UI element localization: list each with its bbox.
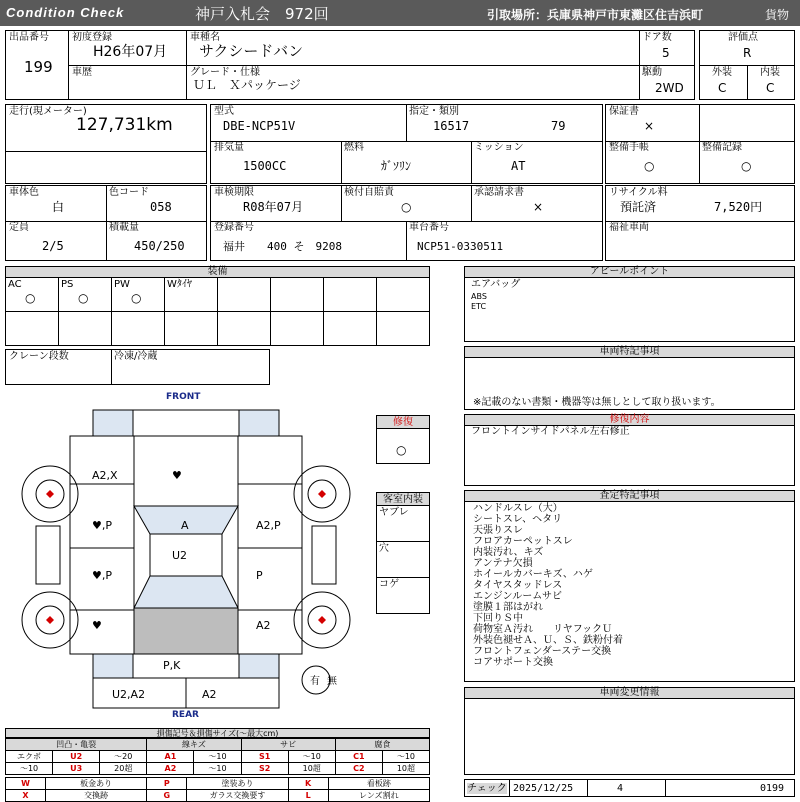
divider: [341, 186, 342, 221]
damage-mark: P: [256, 569, 263, 582]
divider: [377, 577, 429, 578]
cabin-item: 穴: [379, 543, 389, 554]
legend-header: 腐食: [335, 739, 429, 751]
cabin-block: [376, 492, 430, 614]
condition-check-title: Condition Check: [6, 5, 125, 20]
warranty: ×: [644, 119, 655, 133]
equipment-slot: [376, 277, 430, 312]
lot-number-cell: [5, 30, 69, 100]
welfare-label: 福祉車両: [609, 222, 649, 233]
legend-code: C2: [335, 763, 382, 775]
legend-code: U2: [53, 751, 100, 763]
divider: [6, 221, 206, 222]
legend-code: S1: [241, 751, 288, 763]
body-block: [5, 185, 207, 261]
legend-code: K: [288, 778, 328, 790]
legend-header: サビ: [241, 739, 335, 751]
legend-cell: 〜10: [382, 751, 429, 763]
mileage: 127,731km: [76, 115, 173, 135]
score-label: 評価点: [728, 32, 758, 43]
designation: 16517: [433, 119, 470, 133]
type-block: [210, 104, 603, 184]
pickup-location: 引取場所：兵庫県神戸市東灘区住吉浜町: [487, 8, 704, 22]
grade-cell: [186, 65, 640, 100]
assessment-title: 査定特記事項: [465, 491, 794, 502]
first-reg: H26年07月: [93, 44, 168, 60]
legend-cell: 〜10: [288, 751, 335, 763]
approval-label: 承認請求書: [474, 187, 524, 198]
divider: [471, 186, 472, 221]
warranty-label: 保証書: [609, 106, 639, 117]
damage-mark: ♥,P: [92, 519, 112, 532]
assessment-line: フロアカーペットスレ: [473, 536, 573, 547]
equipment-label: PW: [114, 279, 130, 290]
equipment-slot: [164, 311, 218, 346]
body-color: 白: [52, 200, 65, 214]
legend-header: 凹凸・亀裂: [6, 739, 147, 751]
displacement-label: 排気量: [214, 142, 244, 153]
maint-note: ○: [644, 159, 655, 173]
equipment-slot: [5, 277, 59, 312]
legend-table-2: [5, 777, 430, 802]
score-cell: [699, 30, 795, 66]
interior-cell: [747, 65, 795, 100]
change-info-title: 車両変更情報: [465, 688, 794, 699]
equipment-label: Wﾀｲﾔ: [167, 279, 192, 290]
equipment-slot: [270, 277, 324, 312]
repair-content-title: 修復内容: [465, 415, 794, 426]
legend-cell: レンズ割れ: [328, 790, 429, 802]
appeal-line: エアバッグ: [471, 279, 521, 290]
divider: [587, 780, 588, 796]
legend-cell: ガラス交換要す: [187, 790, 288, 802]
recycle-status: 預託済: [620, 200, 657, 214]
equipment-slot: [217, 277, 271, 312]
category: 79: [551, 119, 566, 133]
repair-title: 修復: [377, 416, 429, 429]
type: DBE-NCP51V: [223, 119, 296, 133]
equipment-mark: ○: [78, 291, 89, 305]
repair-mark: ○: [396, 443, 407, 457]
score: R: [743, 46, 752, 60]
legend-cell: 塗装あり: [187, 778, 288, 790]
crane-block: [5, 349, 270, 385]
body-color-label: 車体色: [9, 187, 39, 198]
drive: 2WD: [655, 81, 684, 95]
legend-code: P: [147, 778, 187, 790]
interior: C: [766, 81, 775, 95]
legend-code: U3: [53, 763, 100, 775]
insurance: ○: [401, 200, 412, 214]
lot-number-label: 出品番号: [9, 32, 49, 43]
equipment-slot: [5, 311, 59, 346]
vehicle-class: 貨物: [765, 8, 790, 22]
damage-mark: ♥: [92, 619, 102, 632]
special-title: 車両特記事項: [465, 347, 794, 358]
equipment-title: 装備: [6, 267, 429, 278]
drive-label: 駆動: [642, 67, 662, 78]
check-code: 0199: [760, 783, 785, 794]
equipment-slot: [270, 311, 324, 346]
crane-label: クレーン段数: [9, 351, 69, 362]
doors-cell: [639, 30, 695, 66]
divider: [471, 141, 472, 183]
legend-code: G: [147, 790, 187, 802]
cabin-item: コゲ: [379, 579, 399, 590]
doors-label: ドア数: [642, 32, 672, 43]
first-reg-label: 初度登録: [72, 32, 112, 43]
recycle-amount: 7,520円: [714, 200, 763, 214]
assessment-line: ホイールカバーキズ、ハゲ: [473, 569, 593, 580]
designation-label: 指定・類別: [409, 106, 459, 117]
equipment-slot: [111, 277, 165, 312]
check-label: チェック: [467, 783, 507, 794]
repair-content-text: フロントインサイドパネル左右修正: [471, 426, 630, 437]
load-label: 積載量: [109, 222, 139, 233]
legend-cell: 交換跡: [46, 790, 147, 802]
capacity-label: 定員: [9, 222, 29, 233]
divider: [111, 350, 112, 384]
equipment-slot: [217, 311, 271, 346]
assessment-line: 塗膜１部はがれ: [473, 602, 543, 613]
equipment-block: [5, 266, 430, 346]
equipment-slot: [58, 311, 112, 346]
damage-mark: A2,X: [92, 469, 118, 482]
cabin-item: ヤブレ: [379, 507, 409, 518]
divider: [106, 186, 107, 260]
damage-legend: [5, 728, 430, 802]
special-note: ※記載のない書類・機器等は無しとして取り扱います。: [473, 397, 721, 408]
legend-cell: 〜20: [100, 751, 147, 763]
assessment-line: ハンドルスレ（大）: [473, 503, 563, 514]
damage-mark: ♥,P: [92, 569, 112, 582]
damage-mark: U2: [172, 549, 188, 562]
damage-mark: ♥: [172, 469, 182, 482]
equipment-slot: [58, 277, 112, 312]
assessment-line: コアサポート交換: [473, 657, 553, 668]
drive-cell: [639, 65, 695, 100]
lot-number: 199: [24, 58, 53, 76]
color-code-label: 色コード: [109, 187, 149, 198]
divider: [341, 141, 342, 183]
equipment-slot: [164, 277, 218, 312]
damage-mark: A: [181, 519, 189, 532]
exterior: C: [718, 81, 727, 95]
legend-code: L: [288, 790, 328, 802]
approval: ×: [533, 200, 544, 214]
car-outline: [0, 390, 376, 725]
type-label: 型式: [214, 106, 234, 117]
assessment-line: 荷物室Ａ汚れ リヤフックＵ: [473, 624, 613, 635]
assessment-line: 下回りＳ中: [473, 613, 523, 624]
equipment-mark: ○: [25, 291, 36, 305]
inspection: R08年07月: [243, 200, 304, 214]
appeal-block: [464, 266, 795, 342]
appeal-title: アピールポイント: [465, 267, 794, 278]
divider: [377, 541, 429, 542]
history-cell: [68, 65, 187, 100]
damage-mark: A2: [202, 688, 217, 701]
legend-code: X: [6, 790, 46, 802]
legend-header: 線キズ: [147, 739, 241, 751]
fuel-label: 燃料: [344, 142, 364, 153]
history-label: 車歴: [72, 67, 92, 78]
check-num: 4: [617, 783, 624, 794]
divider: [699, 105, 700, 183]
maint-rec-label: 整備記録: [702, 142, 742, 153]
damage-mark: A2,P: [256, 519, 281, 532]
equipment-label: AC: [8, 279, 22, 290]
assessment-line: 天張りスレ: [473, 525, 523, 536]
cabin-title: 客室内装: [377, 493, 429, 506]
assessment-line: タイヤスタッドレス: [473, 580, 563, 591]
legend-title: 損傷記号＆損傷サイズ(〜最大cm): [5, 728, 430, 738]
reg-no: 福井 400 そ 9208: [223, 240, 342, 253]
damage-mark: P,K: [163, 659, 181, 672]
model-cell: [186, 30, 640, 66]
chassis-label: 車台番号: [409, 222, 449, 233]
legend-cell: エクボ: [6, 751, 53, 763]
divider: [406, 105, 407, 141]
freezer-label: 冷凍/冷蔵: [114, 351, 158, 362]
car-diagram: [0, 390, 376, 725]
mission-label: ミッション: [474, 142, 524, 153]
damage-mark: U2,A2: [112, 688, 146, 701]
legend-code: C1: [335, 751, 382, 763]
insurance-label: 検付自賠責: [344, 187, 394, 198]
legend-cell: 看板跡: [328, 778, 429, 790]
equipment-label: PS: [61, 279, 74, 290]
grade: ＵＬ Ｘパッケージ: [193, 78, 301, 92]
legend-cell: 〜10: [194, 751, 241, 763]
legend-cell: 10超: [382, 763, 429, 775]
legend-code: S2: [241, 763, 288, 775]
check-footer: [464, 779, 795, 797]
assessment-line: 外装色褪せＡ、Ｕ、Ｓ、鉄粉付着: [473, 635, 623, 646]
auction-name: 神戸入札会 972回: [195, 5, 329, 23]
recycle-label: リサイクル料: [609, 187, 668, 198]
equipment-slot: [323, 311, 377, 346]
maint-note-label: 整備手帳: [609, 142, 649, 153]
model-name: サクシードバン: [199, 42, 304, 60]
divider: [406, 221, 407, 260]
chassis: NCP51-0330511: [417, 240, 504, 253]
repair-box: [376, 415, 430, 464]
appeal-line: ETC: [471, 302, 487, 311]
mileage-label: 走行(現メーター): [9, 106, 87, 117]
exterior-cell: [699, 65, 748, 100]
assessment-line: 内装汚れ、キズ: [473, 547, 544, 558]
mileage-cell: [5, 104, 207, 184]
exterior-label: 外装: [712, 67, 732, 78]
divider: [211, 141, 602, 142]
equipment-slot: [111, 311, 165, 346]
divider: [665, 780, 666, 796]
legend-cell: 板金あり: [46, 778, 147, 790]
displacement: 1500CC: [243, 159, 287, 173]
doors: 5: [662, 46, 670, 60]
legend-cell: 〜10: [6, 763, 53, 775]
assessment-line: エンジンルームサビ: [473, 591, 563, 602]
header-bar: [0, 0, 800, 26]
inspection-label: 車検期限: [214, 187, 254, 198]
load: 450/250: [134, 239, 185, 253]
reg-no-label: 登録番号: [214, 222, 254, 233]
mission: AT: [511, 159, 526, 173]
assessment-block: [464, 490, 795, 682]
repair-content-block: [464, 414, 795, 486]
legend-table: [5, 738, 430, 775]
legend-cell: 〜10: [194, 763, 241, 775]
legend-code: W: [6, 778, 46, 790]
appeal-line: ABS: [471, 292, 487, 301]
equipment-slot: [323, 277, 377, 312]
rear-label: REAR: [172, 710, 199, 720]
check-date: 2025/12/25: [513, 783, 574, 794]
divider: [6, 151, 206, 152]
first-reg-cell: [68, 30, 187, 66]
change-info-block: [464, 687, 795, 775]
model-label: 車種名: [190, 32, 220, 43]
divider: [509, 780, 510, 796]
color-code: 058: [150, 200, 172, 214]
recycle-block: [605, 185, 795, 261]
assessment-line: フロントフェンダーステー交換: [473, 646, 612, 657]
spare-tire-none: 無: [327, 676, 337, 687]
legend-cell: 10超: [288, 763, 335, 775]
assessment-line: アンテナ欠損: [473, 558, 533, 569]
warranty-block: [605, 104, 795, 184]
interior-label: 内装: [760, 67, 780, 78]
legend-code: A1: [147, 751, 194, 763]
grade-label: グレード・仕様: [190, 67, 260, 78]
spare-tire-has: 有: [310, 676, 320, 687]
capacity: 2/5: [42, 239, 64, 253]
special-notes-block: [464, 346, 795, 410]
legend-code: A2: [147, 763, 194, 775]
maint-rec: ○: [741, 159, 752, 173]
damage-mark: A2: [256, 619, 271, 632]
equipment-slot: [376, 311, 430, 346]
fuel: ｶﾞｿﾘﾝ: [381, 159, 412, 173]
equipment-mark: ○: [131, 291, 142, 305]
assessment-line: シートスレ、ヘタリ: [473, 514, 563, 525]
inspection-block: [210, 185, 603, 261]
legend-cell: 20超: [100, 763, 147, 775]
front-label: FRONT: [166, 392, 201, 402]
